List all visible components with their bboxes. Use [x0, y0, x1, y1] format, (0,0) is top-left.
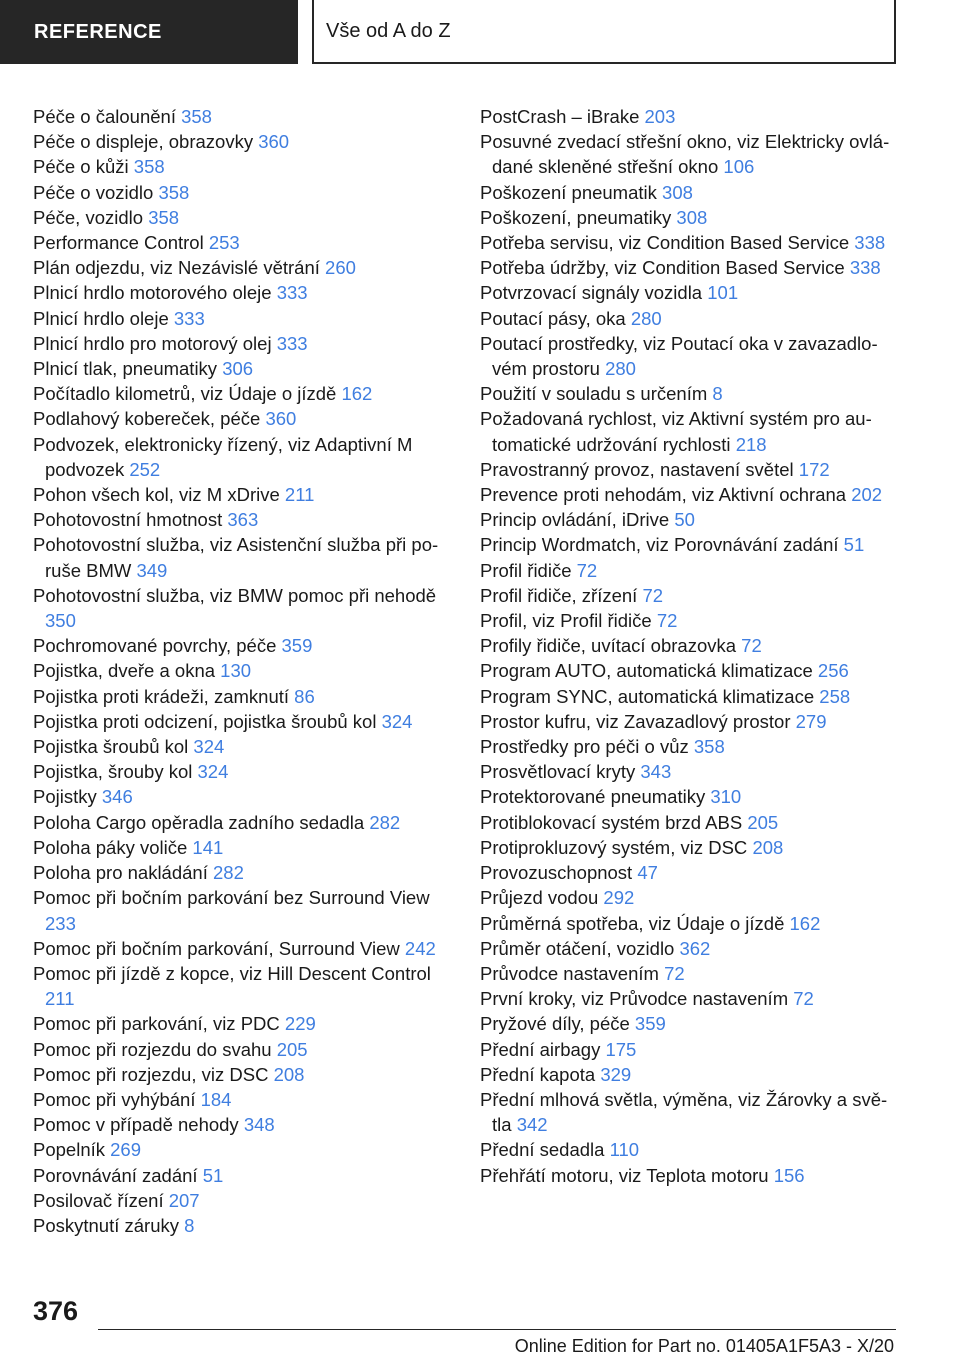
index-entry [480, 104, 900, 129]
index-entry [33, 1213, 465, 1238]
index-entry [480, 482, 900, 507]
index-entry-term: Pojistka proti odcizení, pojistka šroubů kol [33, 710, 377, 732]
index-entry [33, 331, 465, 356]
index-entry-term: Potvrzovací signály vozidla [480, 282, 703, 304]
index-entry-page-link[interactable]: 358 [181, 106, 212, 127]
index-entry-page-link[interactable]: 252 [129, 458, 161, 480]
index-entry [33, 129, 465, 154]
index-entry-page-link[interactable]: 208 [752, 836, 784, 858]
index-entry-term: Přední mlhová světla, výměna, viz Žárovky a světla [480, 1088, 888, 1136]
index-entry [480, 180, 900, 205]
index-entry [33, 306, 465, 331]
index-entry [480, 1137, 900, 1162]
index-entry [33, 709, 465, 734]
index-entry [480, 885, 900, 910]
index-entry-term: Pohon všech kol, viz M xDrive [33, 484, 280, 506]
index-entry-page-link[interactable]: 358 [148, 206, 180, 228]
index-entry-term: Poskytnutí záruky [33, 1214, 180, 1236]
index-entry [480, 381, 900, 406]
index-entry-term: Porovnávání zadání [33, 1164, 198, 1186]
index-entry-page-link[interactable]: 50 [674, 509, 695, 531]
index-entry [480, 911, 900, 936]
footer-divider [98, 1329, 896, 1330]
index-entry-page-link[interactable]: 218 [735, 433, 767, 455]
index-entry-page-link[interactable]: 156 [773, 1164, 805, 1186]
index-entry [480, 558, 900, 583]
index-entry [480, 608, 900, 633]
index-entry-page-link[interactable]: 233 [45, 912, 76, 934]
index-entry-page-link[interactable]: 333 [276, 282, 308, 304]
index-entry [480, 306, 900, 331]
index-entry [33, 759, 465, 784]
index-entry-page-link[interactable]: 256 [817, 660, 849, 682]
index-entry [480, 406, 900, 456]
index-entry [33, 810, 465, 835]
index-entry [33, 280, 465, 305]
index-entry [480, 507, 900, 532]
index-entry-page-link[interactable]: 360 [265, 408, 297, 430]
index-entry-page-link[interactable]: 8 [712, 383, 723, 405]
index-entry-page-link[interactable]: 362 [679, 937, 711, 959]
index-entry [33, 1087, 465, 1112]
index-entry-page-link[interactable]: 51 [843, 534, 865, 556]
index-entry-page-link[interactable]: 269 [110, 1139, 142, 1161]
index-entry-page-link[interactable]: 306 [222, 358, 254, 380]
index-entry-page-link[interactable]: 359 [634, 1013, 666, 1035]
index-entry-term: Princip ovládání, iDrive [480, 509, 670, 531]
index-entry [33, 658, 465, 683]
index-entry-page-link[interactable]: 253 [208, 232, 240, 254]
index-entry-page-link[interactable]: 205 [747, 811, 779, 833]
index-entry [33, 734, 465, 759]
index-entry-term: Pomoc při rozjezdu, viz DSC [33, 1063, 269, 1085]
index-entry [480, 255, 900, 280]
index-entry-page-link[interactable]: 72 [793, 988, 814, 1010]
index-entry-term: Plnicí hrdlo motorového oleje [33, 282, 272, 304]
index-entry-page-link[interactable]: 280 [630, 307, 662, 329]
index-entry [480, 961, 900, 986]
index-entry [480, 1163, 900, 1188]
index-entry-term: Prostředky pro péči o vůz [480, 736, 689, 758]
index-entry-term: Poloha pro nakládání [33, 862, 208, 884]
index-entry-page-link[interactable]: 260 [325, 257, 356, 279]
index-entry-term: Podvozek, elektronicky řízený, viz Adaptivní M podvozek [33, 433, 413, 480]
index-entry [33, 482, 465, 507]
index-entry [33, 860, 465, 885]
index-entry-page-link[interactable]: 338 [854, 232, 886, 254]
index-entry-term: Pojistka šroubů kol [33, 736, 189, 758]
index-entry [33, 1137, 465, 1162]
index-entry-term: Průvodce nastavením [480, 962, 659, 984]
index-entry-term: Poutací pásy, oka [480, 307, 626, 329]
index-entry-term: Přehřátí motoru, viz Teplota motoru [480, 1164, 769, 1186]
index-entry [480, 986, 900, 1011]
topic-title: Vše od A do Z [312, 0, 896, 64]
index-entry [480, 331, 900, 381]
index-entry [33, 633, 465, 658]
index-entry-term: Plnicí hrdlo pro motorový olej [33, 332, 272, 354]
index-entry-page-link[interactable]: 282 [369, 811, 401, 833]
index-entry [33, 1112, 465, 1137]
index-entry [480, 936, 900, 961]
index-entry-term: Pojistka proti krádeži, zamknutí [33, 685, 290, 707]
index-entry-term: Performance Control [33, 232, 204, 254]
index-entry [480, 280, 900, 305]
index-entry [480, 734, 900, 759]
index-entry-term: Pryžové díly, péče [480, 1013, 630, 1035]
index-entry-page-link[interactable]: 203 [644, 106, 676, 127]
index-entry-term: Profil řidiče, zřízení [480, 584, 638, 606]
index-entry [33, 1011, 465, 1036]
index-entry-term: Péče o displeje, obrazovky [33, 131, 254, 153]
index-entry [480, 1037, 900, 1062]
index-entry-page-link[interactable]: 358 [693, 736, 725, 758]
index-entry-term: Přední sedadla [480, 1139, 605, 1161]
index-entry [33, 432, 465, 482]
index-entry-term: Plnicí tlak, pneumatiky [33, 358, 218, 380]
index-entry [480, 658, 900, 683]
index-entry-page-link[interactable]: 350 [45, 610, 76, 632]
index-entry [33, 1188, 465, 1213]
index-entry [480, 1062, 900, 1087]
index-entry-term: Program AUTO, automatická klimatizace [480, 660, 813, 682]
index-entry-term: Protektorované pneumatiky [480, 786, 706, 808]
index-entry [480, 835, 900, 860]
index-entry-term: Poloha páky voliče [33, 836, 188, 858]
index-entry [33, 885, 465, 935]
index-entry [33, 835, 465, 860]
index-entry-page-link[interactable]: 333 [276, 332, 308, 354]
index-entry [480, 583, 900, 608]
index-entry-term: Poškození pneumatik [480, 181, 657, 203]
index-entry [33, 230, 465, 255]
index-entry [33, 507, 465, 532]
index-column-right [480, 104, 900, 1188]
index-entry-term: Potřeba údržby, viz Condition Based Service [480, 257, 845, 279]
index-entry-page-link[interactable]: 72 [576, 559, 598, 581]
index-entry-term: Pochromované povrchy, péče [33, 635, 277, 657]
index-entry-page-link[interactable]: 343 [640, 761, 672, 783]
index-entry-page-link[interactable]: 229 [284, 1013, 316, 1035]
index-entry-page-link[interactable]: 258 [819, 685, 851, 707]
index-entry-page-link[interactable]: 51 [202, 1164, 224, 1186]
index-entry-term: Péče o kůži [33, 156, 129, 178]
index-entry [480, 1087, 900, 1137]
index-entry [480, 1011, 900, 1036]
index-entry-term: Plnicí hrdlo oleje [33, 307, 169, 329]
index-entry-term: Protiprokluzový systém, viz DSC [480, 836, 748, 858]
index-entry-term: Péče, vozidlo [33, 206, 144, 228]
index-entry [33, 1163, 465, 1188]
index-entry [480, 759, 900, 784]
index-entry-term: Průměr otáčení, vozidlo [480, 937, 675, 959]
index-entry-term: Pohotovostní služba, viz BMW pomoc při nehodě [33, 584, 437, 606]
index-entry-page-link[interactable]: 242 [404, 937, 436, 959]
index-entry-page-link[interactable]: 202 [851, 484, 883, 506]
index-entry [480, 709, 900, 734]
index-entry-page-link[interactable]: 208 [273, 1063, 305, 1085]
index-entry-term: Pojistky [33, 786, 97, 808]
page-number: 376 [33, 1296, 79, 1326]
index-entry-term: První kroky, viz Průvodce nastavením [480, 988, 789, 1010]
index-entry-term: Průjezd vodou [480, 887, 599, 909]
index-entry-term: Pomoc při jízdě z kopce, viz Hill Descent Control [33, 962, 431, 984]
index-entry-term: Přední airbagy [480, 1038, 601, 1060]
index-entry-page-link[interactable]: 207 [168, 1189, 200, 1211]
index-entry-term: Pomoc při rozjezdu do svahu [33, 1038, 272, 1060]
index-entry-term: Pojistka, dveře a okna [33, 660, 216, 682]
index-entry-term: Pohotovostní služba, viz Asistenční služba při poruše BMW [33, 534, 439, 581]
index-entry-term: Poškození, pneumatiky [480, 206, 672, 228]
index-entry [33, 583, 465, 633]
index-entry-page-link[interactable]: 338 [849, 257, 881, 279]
index-entry-page-link[interactable]: 282 [213, 862, 244, 884]
index-entry [33, 154, 465, 179]
index-entry [480, 532, 900, 557]
index-entry-term: Přední kapota [480, 1063, 596, 1085]
index-entry-page-link[interactable]: 141 [192, 836, 224, 858]
index-entry-term: Poloha Cargo opěradla zadního sedadla [33, 811, 365, 833]
index-entry-page-link[interactable]: 359 [281, 635, 313, 657]
index-entry-page-link[interactable]: 106 [723, 156, 755, 178]
index-entry-page-link[interactable]: 72 [642, 584, 664, 606]
index-entry-term: Pravostranný provoz, nastavení světel [480, 458, 794, 480]
index-entry-page-link[interactable]: 130 [220, 660, 252, 682]
index-entry [33, 180, 465, 205]
index-entry-term: Použití v souladu s určením [480, 383, 708, 405]
index-entry [33, 381, 465, 406]
index-entry [33, 532, 465, 582]
index-entry-term: Pomoc při vyhýbání [33, 1088, 196, 1110]
index-entry [33, 406, 465, 431]
index-entry-term: Poutací prostředky, viz Poutací oka v zavazadlovém prostoru [480, 332, 878, 380]
index-entry [33, 1037, 465, 1062]
edition-footer: Online Edition for Part no. 01405A1F5A3 - X/20 [514, 1336, 894, 1356]
index-entry [480, 230, 900, 255]
index-column-left [33, 104, 465, 1238]
index-entry [33, 205, 465, 230]
index-entry-term: Pomoc při bočním parkování, Surround View [33, 937, 400, 959]
index-entry [33, 784, 465, 809]
index-entry [33, 961, 465, 1011]
index-entry-page-link[interactable]: 360 [258, 131, 290, 153]
index-entry-term: Program SYNC, automatická klimatizace [480, 685, 815, 707]
index-entry [33, 684, 465, 709]
index-entry-term: Potřeba servisu, viz Condition Based Service [480, 232, 850, 254]
index-entry-page-link[interactable]: 333 [173, 307, 205, 329]
index-entry [33, 356, 465, 381]
index-entry-page-link[interactable]: 172 [798, 458, 830, 480]
index-entry-term: Požadovaná rychlost, viz Aktivní systém pro automatické udržování rychlosti [480, 408, 872, 455]
index-entry-page-link[interactable]: 310 [710, 786, 742, 808]
index-entry-page-link[interactable]: 308 [676, 206, 708, 228]
index-entry-page-link[interactable]: 342 [516, 1114, 548, 1136]
index-entry-page-link[interactable]: 205 [276, 1038, 308, 1060]
index-entry [480, 633, 900, 658]
index-entry-page-link[interactable]: 363 [227, 509, 259, 531]
index-entry-term: Pomoc v případě nehody [33, 1114, 239, 1136]
index-entry [33, 936, 465, 961]
index-entry-page-link[interactable]: 324 [197, 761, 229, 783]
index-entry-page-link[interactable]: 349 [136, 559, 168, 581]
page-header [0, 0, 960, 66]
index-entry [480, 457, 900, 482]
index-entry-page-link[interactable]: 162 [789, 912, 821, 934]
index-entry-page-link[interactable]: 72 [656, 610, 678, 632]
index-entry-term: Prevence proti nehodám, viz Aktivní ochrana [480, 484, 847, 506]
index-entry-term: Průměrná spotřeba, viz Údaje o jízdě [480, 912, 785, 934]
index-entry-term: Plán odjezdu, viz Nezávislé větrání [33, 257, 320, 279]
index-entry-page-link[interactable]: 324 [381, 710, 413, 732]
index-entry-term: Pojistka, šrouby kol [33, 761, 193, 783]
index-entry-page-link[interactable]: 184 [200, 1088, 232, 1110]
index-entry-page-link[interactable]: 308 [662, 181, 693, 203]
index-entry-term: PostCrash – iBrake [480, 106, 640, 127]
index-entry-term: Péče o čalounění [33, 106, 176, 127]
index-entry-page-link[interactable]: 211 [45, 988, 75, 1010]
index-entry-term: Pohotovostní hmotnost [33, 509, 223, 531]
index-entry [480, 129, 900, 179]
index-entry-term: Prosvětlovací kryty [480, 761, 636, 783]
index-entry-page-link[interactable]: 8 [184, 1214, 195, 1236]
index-entry-term: Pomoc při parkování, viz PDC [33, 1013, 280, 1035]
index-entry-page-link[interactable]: 72 [664, 962, 685, 984]
index-entry-term: Provozuschopnost [480, 862, 633, 884]
index-entry-term: Pomoc při bočním parkování bez Surround View [33, 887, 430, 909]
index-entry-page-link[interactable]: 211 [284, 484, 315, 506]
index-entry-page-link[interactable]: 162 [341, 383, 373, 405]
index-entry-term: Protiblokovací systém brzd ABS [480, 811, 743, 833]
index-entry-page-link[interactable]: 72 [741, 635, 762, 657]
index-entry-term: Podlahový kobereček, péče [33, 408, 261, 430]
index-entry-page-link[interactable]: 292 [603, 887, 635, 909]
index-entry-term: Popelník [33, 1139, 105, 1161]
index-entry [33, 1062, 465, 1087]
index-entry-page-link[interactable]: 346 [101, 786, 133, 808]
index-entry-page-link[interactable]: 47 [637, 862, 658, 884]
index-entry-page-link[interactable]: 175 [605, 1038, 637, 1060]
index-entry [480, 205, 900, 230]
index-entry-term: Prostor kufru, viz Zavazadlový prostor [480, 710, 791, 732]
index-entry-page-link[interactable]: 86 [294, 685, 315, 707]
section-title: REFERENCE [0, 0, 298, 64]
index-entry [480, 810, 900, 835]
index-entry-term: Posuvné zvedací střešní okno, viz Elektricky ovládané skleněné střešní okno [480, 131, 890, 178]
index-entry-term: Profil, viz Profil řidiče [480, 610, 652, 632]
index-entry [480, 784, 900, 809]
index-entry-term: Péče o vozidlo [33, 181, 154, 203]
index-entry [33, 104, 465, 129]
index-entry-page-link[interactable]: 358 [158, 181, 190, 203]
index-entry-page-link[interactable]: 324 [193, 736, 225, 758]
index-entry-page-link[interactable]: 101 [707, 282, 739, 304]
index-entry [480, 684, 900, 709]
index-entry-page-link[interactable]: 358 [133, 156, 165, 178]
index-entry [33, 255, 465, 280]
index-entry-term: Princip Wordmatch, viz Porovnávání zadání [480, 534, 839, 556]
index-entry-page-link[interactable]: 329 [600, 1063, 632, 1085]
index-entry-term: Profil řidiče [480, 559, 572, 581]
index-entry [480, 860, 900, 885]
index-entry-page-link[interactable]: 348 [243, 1114, 275, 1136]
index-entry-term: Profily řidiče, uvítací obrazovka [480, 635, 737, 657]
index-entry-page-link[interactable]: 110 [609, 1139, 640, 1161]
index-entry-term: Počítadlo kilometrů, viz Údaje o jízdě [33, 383, 337, 405]
index-entry-page-link[interactable]: 279 [795, 710, 827, 732]
index-entry-term: Posilovač řízení [33, 1189, 164, 1211]
index-entry-page-link[interactable]: 280 [605, 358, 636, 380]
